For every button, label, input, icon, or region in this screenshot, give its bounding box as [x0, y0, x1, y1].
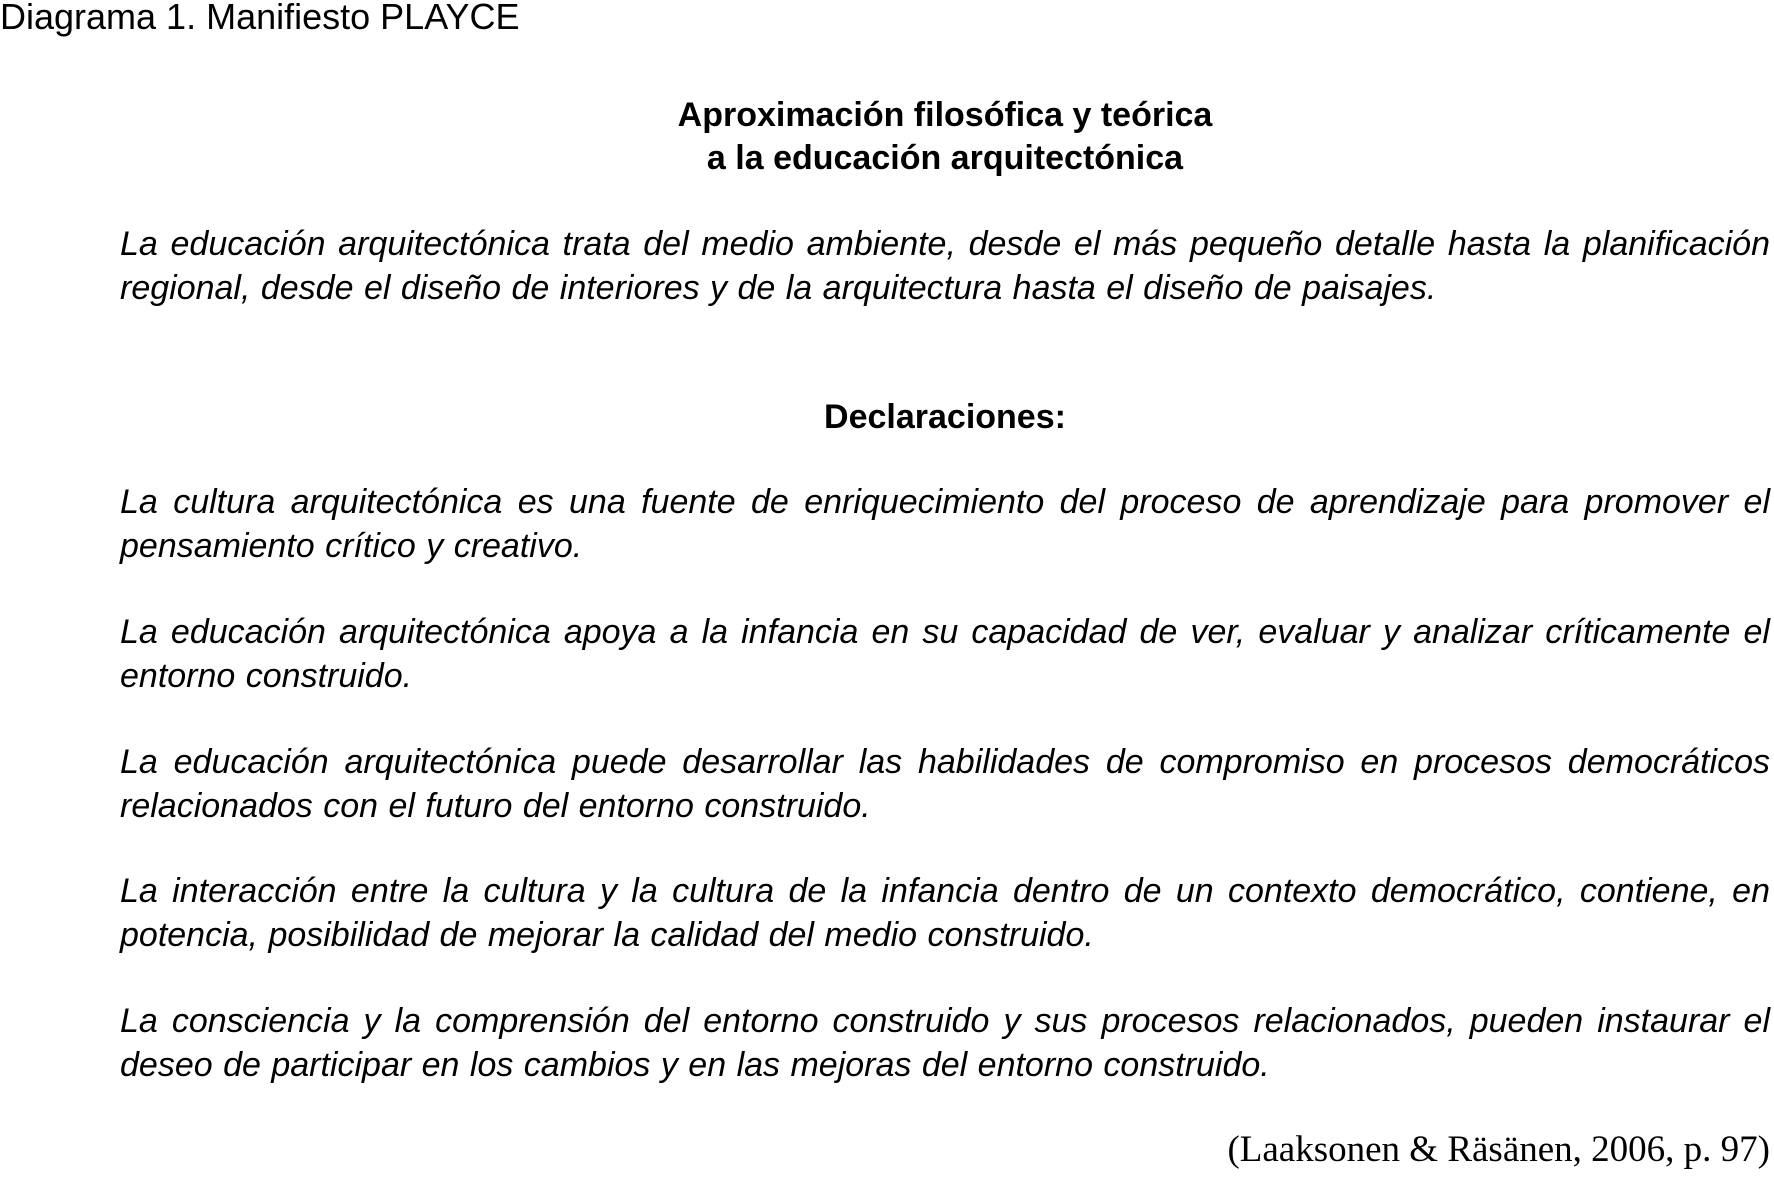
declaration-paragraph-2: La educación arquitectónica apoya a la infancia en su capacidad de ver, evaluar y analizar críticamente el entorno construido. — [120, 613, 1770, 695]
main-heading-line-2: a la educación arquitectónica — [706, 139, 1184, 177]
source-citation: (Laaksonen & Räsänen, 2006, p. 97) — [1227, 1129, 1770, 1170]
main-heading — [0, 94, 1774, 180]
figure-caption: Diagrama 1. Manifiesto PLAYCE — [0, 0, 520, 37]
declarations-heading: Declaraciones: — [824, 398, 1066, 436]
main-heading-line-1: Aproximación filosófica y teórica — [677, 96, 1213, 134]
declaration-paragraph-4: La interacción entre la cultura y la cultura de la infancia dentro de un contexto democrático, contiene, en potencia, posibilidad de mejorar la calidad del medio construido. — [120, 872, 1770, 954]
declaration-paragraph-3: La educación arquitectónica puede desarrollar las habilidades de compromiso en procesos democráticos relacionados con el futuro del entorno construido. — [120, 743, 1770, 825]
declaration-paragraph-5: La consciencia y la comprensión del entorno construido y sus procesos relacionados, pueden instaurar el deseo de participar en los cambios y en las mejoras del entorno construido. — [120, 1002, 1770, 1084]
declaration-paragraph-1: La cultura arquitectónica es una fuente de enriquecimiento del proceso de aprendizaje para promover el pensamiento crítico y creativo. — [120, 483, 1770, 565]
intro-paragraph: La educación arquitectónica trata del medio ambiente, desde el más pequeño detalle hasta la planificación regional, desde el diseño de interiores y de la arquitectura hasta el diseño de paisajes. — [120, 225, 1770, 307]
